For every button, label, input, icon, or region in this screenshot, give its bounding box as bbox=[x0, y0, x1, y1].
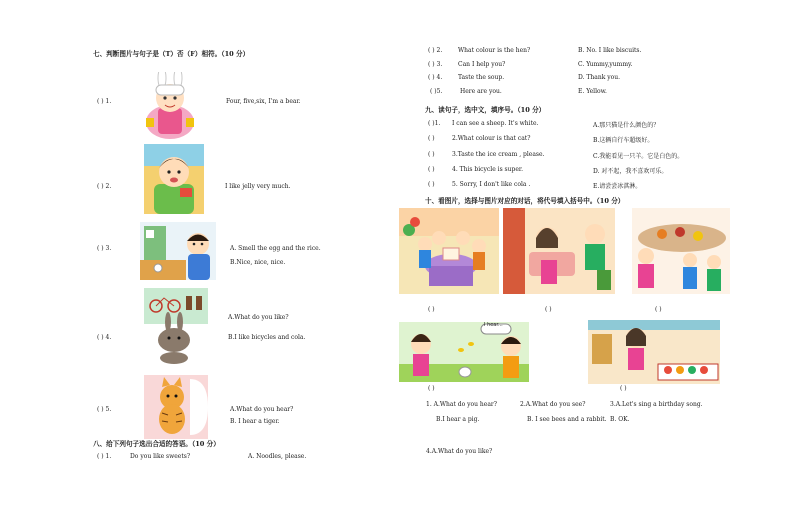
sec10-option-4-q: 4.A.What do you like? bbox=[426, 448, 493, 455]
item-7-5-sentence-a: A.What do you hear? bbox=[230, 406, 294, 413]
item-9-4-label: ( ) bbox=[428, 166, 435, 173]
item-8-1-answer: A. Noodles, please. bbox=[248, 453, 307, 460]
item-9-2-chinese: B.这辆自行车超级好。 bbox=[593, 137, 654, 144]
item-7-4-sentence-a: A.What do you like? bbox=[228, 314, 289, 321]
item-7-4-sentence-b: B.I like bicycles and cola. bbox=[228, 334, 306, 341]
speech-bubble-text: I hear... bbox=[484, 322, 503, 328]
item-8-1-question: Do you like sweets? bbox=[130, 453, 191, 460]
item-8-2-label: ( ) 2. bbox=[428, 47, 443, 54]
item-9-3-chinese: C.我能看见一只羊。它是白色的。 bbox=[593, 153, 684, 160]
item-7-3-sentence-b: B.Nice, nice, nice. bbox=[230, 259, 286, 266]
section-8-title: 八、给下列句子选出合适的答语。（10 分） bbox=[93, 440, 220, 448]
item-7-4-label: ( ) 4. bbox=[97, 334, 112, 341]
item-9-3-label: ( ) bbox=[428, 151, 435, 158]
sec10-blank-1: ( ) bbox=[428, 306, 435, 313]
item-9-5-chinese: E.请尝尝冰淇淋。 bbox=[593, 183, 642, 190]
rabbit-mask-girl-image bbox=[140, 72, 200, 142]
item-7-2-label: ( ) 2. bbox=[97, 183, 112, 190]
item-8-4-label: ( ) 4. bbox=[428, 74, 443, 81]
item-9-4-english: 4. This bicycle is super. bbox=[452, 166, 524, 173]
item-7-3-label: ( ) 3. bbox=[97, 245, 112, 252]
item-8-5-label: ( )5. bbox=[430, 88, 443, 95]
item-8-4-answer: D. Thank you. bbox=[578, 74, 621, 81]
sec10-blank-4: ( ) bbox=[428, 385, 435, 392]
sec10-option-3-q: 3.A.Let's sing a birthday song. bbox=[610, 401, 703, 408]
sec10-option-2-a: B. I see bees and a rabbit. bbox=[527, 416, 607, 423]
section-9-title: 九、读句子，选中文，填序号。（10 分） bbox=[425, 106, 546, 114]
item-8-1-label: ( ) 1. bbox=[97, 453, 112, 460]
sec10-option-1-a: B.I hear a pig. bbox=[436, 416, 480, 423]
item-8-5-question: Here are you. bbox=[460, 88, 502, 95]
item-7-3-sentence-a: A. Smell the egg and the rice. bbox=[230, 245, 321, 252]
sec10-blank-3: ( ) bbox=[655, 306, 662, 313]
item-9-5-english: 5. Sorry, I don't like cola . bbox=[452, 181, 531, 188]
sec10-blank-2: ( ) bbox=[545, 306, 552, 313]
item-7-1-label: ( ) 1. bbox=[97, 98, 112, 105]
item-9-2-english: 2.What colour is that cat? bbox=[452, 135, 531, 142]
item-8-3-question: Can I help you? bbox=[458, 61, 506, 68]
section-10-title: 十、看图片，选择与图片对应的对话，将代号填入括号中。（10 分） bbox=[425, 197, 625, 205]
sec10-option-2-q: 2.A.What do you see? bbox=[520, 401, 586, 408]
tiger-image bbox=[144, 375, 208, 439]
item-8-5-answer: E. Yellow. bbox=[578, 88, 607, 95]
item-9-1-english: I can see a sheep. It's white. bbox=[452, 120, 539, 127]
item-9-1-chinese: A.那只猫是什么颜色的？ bbox=[593, 122, 660, 129]
girl-with-food-image bbox=[588, 320, 720, 384]
item-9-2-label: ( ) bbox=[428, 135, 435, 142]
kitchen-boy-image bbox=[140, 222, 216, 280]
item-7-5-label: ( ) 5. bbox=[97, 406, 112, 413]
sec10-option-3-a: B. OK. bbox=[610, 416, 630, 423]
sec10-option-1-q: 1. A.What do you hear? bbox=[426, 401, 498, 408]
item-8-2-answer: B. No. I like biscuits. bbox=[578, 47, 642, 54]
item-9-5-label: ( ) bbox=[428, 181, 435, 188]
food-table-kids-image bbox=[632, 208, 730, 294]
kids-in-room-image bbox=[503, 208, 615, 294]
item-8-3-answer: C. Yummy,yummy. bbox=[578, 61, 633, 68]
item-8-2-question: What colour is the hen? bbox=[458, 47, 531, 54]
item-9-3-english: 3.Taste the ice cream , please. bbox=[452, 151, 545, 158]
boy-eating-jelly-image bbox=[144, 144, 204, 214]
item-8-3-label: ( ) 3. bbox=[428, 61, 443, 68]
item-7-5-sentence-b: B. I hear a tiger. bbox=[230, 418, 280, 425]
section-7-title: 七、判断图片与句子是（T）否（F）相符。（10 分） bbox=[93, 50, 250, 58]
item-7-1-sentence: Four, five,six, I'm a bear. bbox=[226, 98, 301, 105]
rabbit-bicycle-image bbox=[144, 288, 208, 364]
birthday-party-image bbox=[399, 208, 499, 294]
item-9-4-chinese: D. 对不起，我不喜欢可乐。 bbox=[593, 168, 668, 175]
garden-kids-image bbox=[399, 322, 529, 382]
item-9-1-label: ( )1. bbox=[428, 120, 441, 127]
item-8-4-question: Taste the soup. bbox=[458, 74, 505, 81]
sec10-blank-5: ( ) bbox=[620, 385, 627, 392]
item-7-2-sentence: I like jelly very much. bbox=[225, 183, 291, 190]
